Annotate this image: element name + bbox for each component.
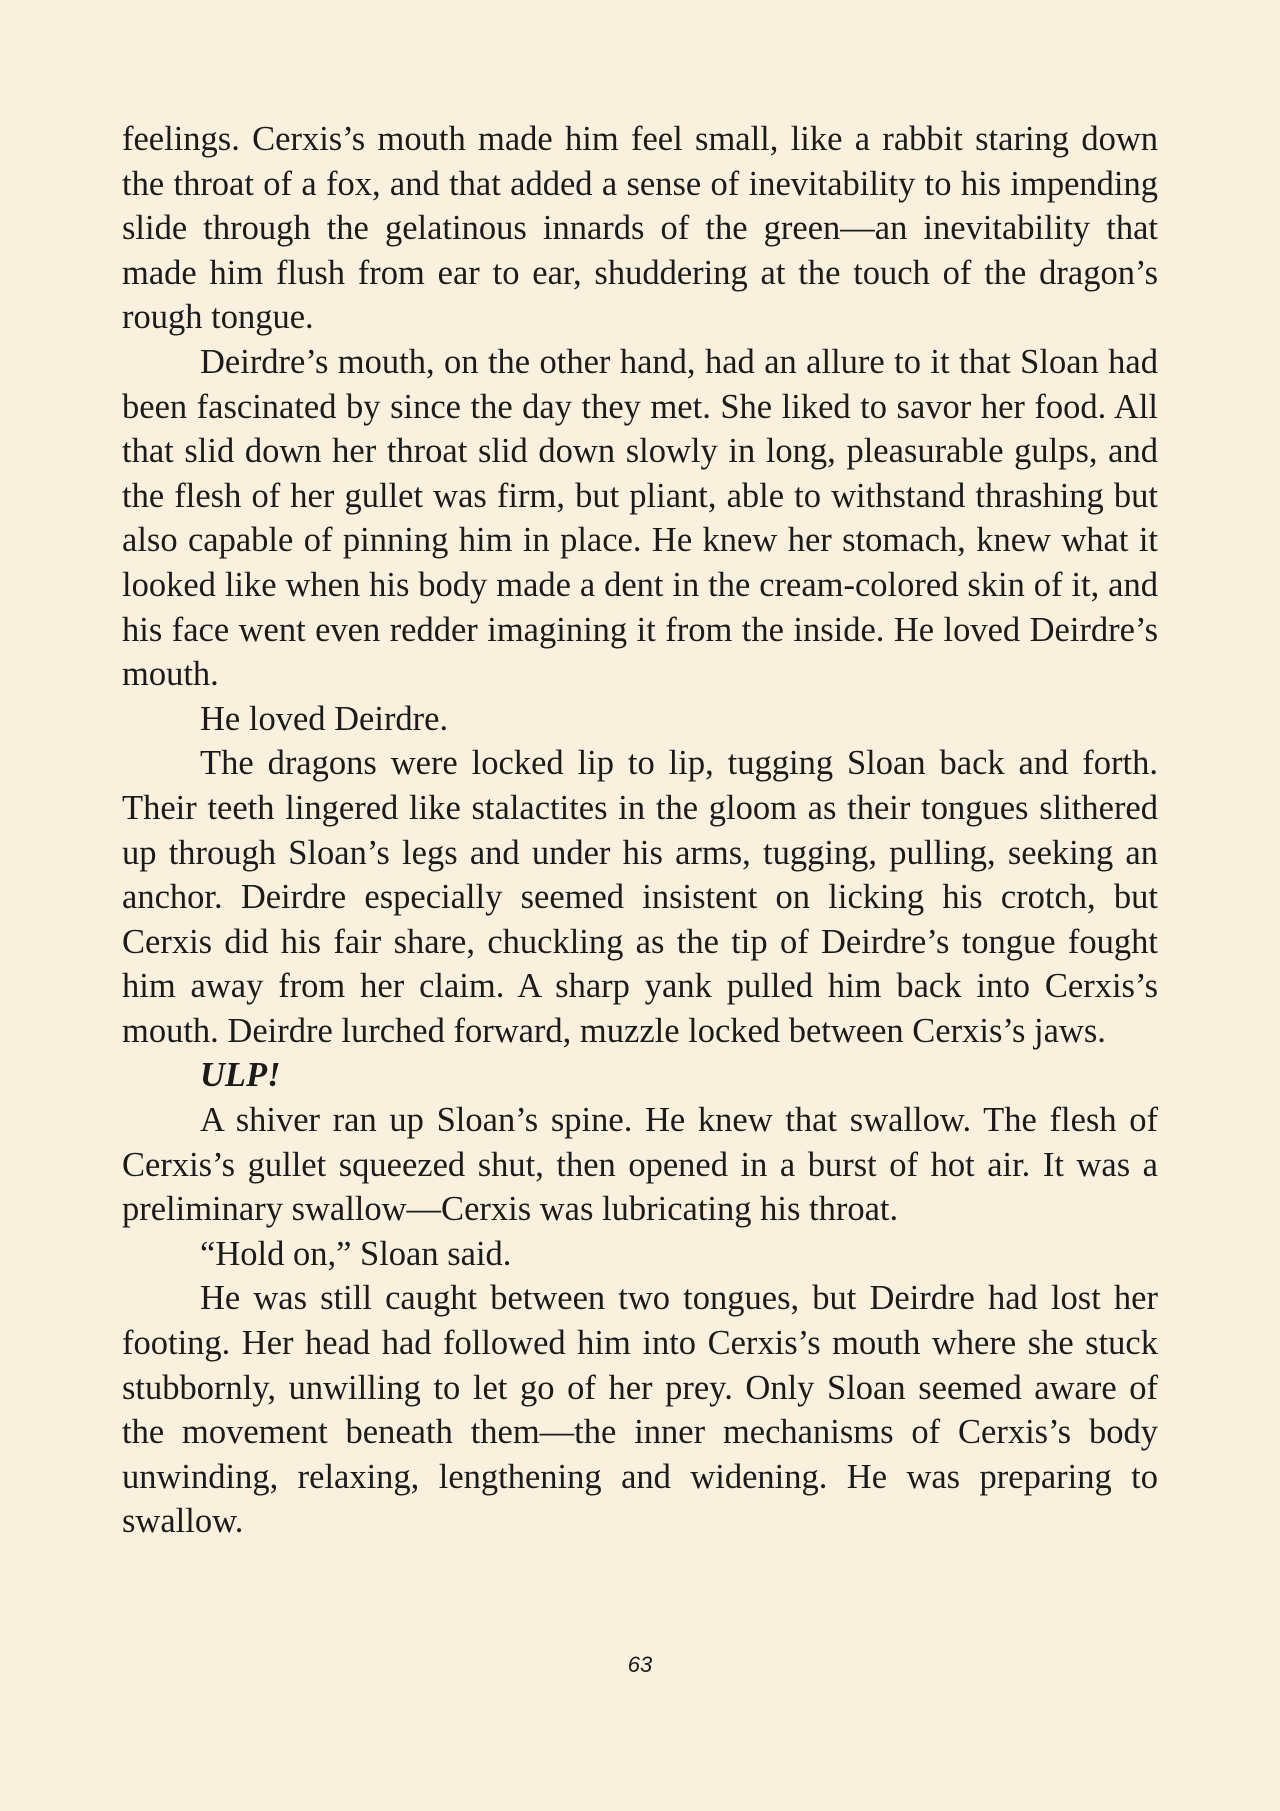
paragraph-5-ulp: ULP! bbox=[200, 1056, 281, 1095]
page-number: 63 bbox=[627, 1652, 653, 1677]
paragraph-4: The dragons were locked lip to lip, tugging Sloan back and forth. Their teeth lingered like stalactites in the gloom as their tongues slithered up through Sloan’s legs and under his arms, tugging, pulling, seeking an anchor. Deirdre especially seemed insistent on licking his crotch, but Cerxis did his fair share, chuckling as the tip of Deirdre’s tongue fought him away from her claim. A sharp yank pulled him back into Cerxis’s mouth. Deirdre lurched forward, muzzle locked between Cerxis’s jaws. bbox=[122, 744, 1158, 1050]
page-body bbox=[122, 117, 1158, 1544]
paragraph-1: feelings. Cerxis’s mouth made him feel small, like a rabbit staring down the throat of a fox, and that added a sense of inevitability to his impending slide through the gelatinous innards of the green—an inevitability that made him flush from ear to ear, shuddering at the touch of the dragon’s rough tongue. bbox=[122, 120, 1158, 337]
paragraph-6: A shiver ran up Sloan’s spine. He knew that swallow. The flesh of Cerxis’s gullet squeezed shut, then opened in a burst of hot air. It was a preliminary swallow—Cerxis was lubricating his throat. bbox=[122, 1101, 1158, 1229]
paragraph-7: “Hold on,” Sloan said. bbox=[200, 1234, 512, 1273]
paragraph-3: He loved Deirdre. bbox=[200, 699, 449, 738]
paragraph-8: He was still caught between two tongues, but Deirdre had lost her footing. Her head had followed him into Cerxis’s mouth where she stuck stubbornly, unwilling to let go of her prey. Only Sloan seemed aware of the movement beneath them—the inner mechanisms of Cerxis’s body unwinding, relaxing, lengthening and widening. He was preparing to swallow. bbox=[122, 1279, 1158, 1541]
paragraph-2: Deirdre’s mouth, on the other hand, had an allure to it that Sloan had been fascinated by since the day they met. She liked to savor her food. All that slid down her throat slid down slowly in long, pleasurable gulps, and the flesh of her gullet was firm, but pliant, able to withstand thrashing but also capable of pinning him in place. He knew her stomach, knew what it looked like when his body made a dent in the cream-colored skin of it, and his face went even redder imagining it from the inside. He loved Deirdre’s mouth. bbox=[122, 342, 1158, 694]
